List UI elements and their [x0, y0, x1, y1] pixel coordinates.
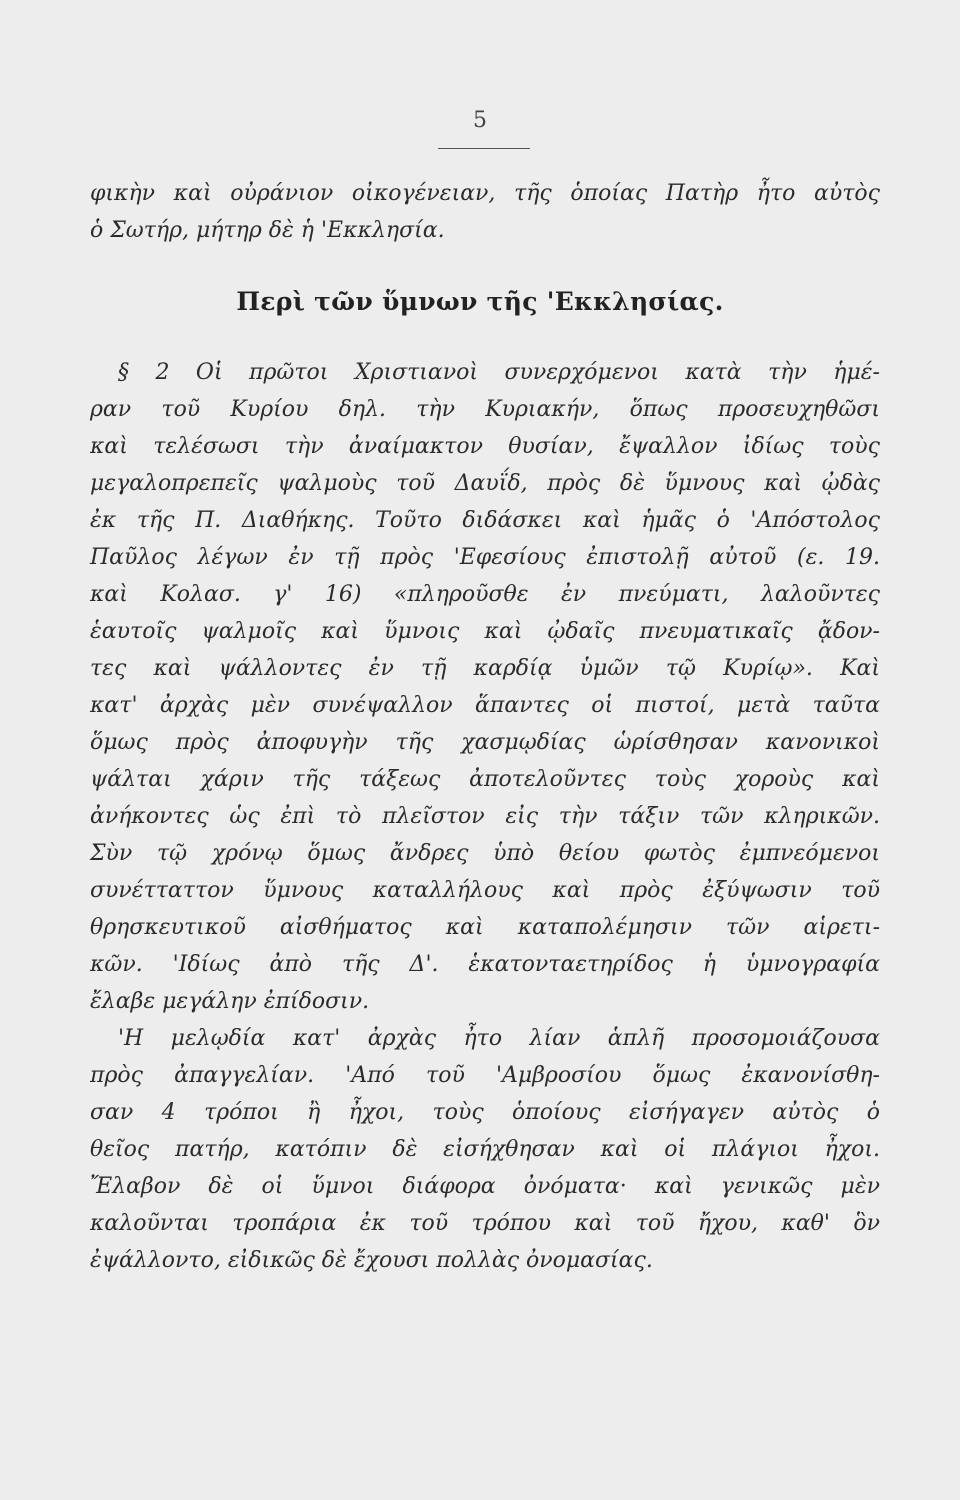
text-line: καὶ τελέσωσι τὴν ἀναίμακτον θυσίαν, ἔψαλλον ἰδίως τοὺς — [90, 434, 880, 459]
text-line: ἐψάλλοντο, εἰδικῶς δὲ ἔχουσι πολλὰς ὀνομασίας. — [90, 1248, 653, 1273]
text-line: Ἔλαβον δὲ οἱ ὕμνοι διάφορα ὀνόματα· καὶ γενικῶς μὲν — [90, 1174, 880, 1199]
text-line: ὁ Σωτήρ, μήτηρ δὲ ἡ 'Εκκλησία. — [90, 218, 445, 243]
page-number: 5 — [473, 108, 487, 133]
text-line: ἔλαβε μεγάλην ἐπίδοσιν. — [90, 989, 370, 1014]
text-line: καὶ Κολασ. γ' 16) «πληροῦσθε ἐν πνεύματι, λαλοῦντες — [90, 582, 880, 607]
header-rule — [438, 148, 530, 149]
text-line: ψάλται χάριν τῆς τάξεως ἀποτελοῦντες τοὺς χοροὺς καὶ — [90, 767, 880, 792]
text-line: ἑαυτοῖς ψαλμοῖς καὶ ὕμνοις καὶ ᾠδαῖς πνευματικαῖς ᾄδον- — [90, 619, 880, 644]
text-line: κῶν. 'Ιδίως ἀπὸ τῆς Δ'. ἑκατονταετηρίδος ἡ ὑμνογραφία — [90, 952, 880, 977]
text-line: πρὸς ἀπαγγελίαν. 'Από τοῦ 'Αμβροσίου ὅμως ἐκανονίσθη- — [90, 1063, 880, 1088]
text-line: καλοῦνται τροπάρια ἐκ τοῦ τρόπου καὶ τοῦ ἤχου, καθ' ὃν — [90, 1211, 880, 1236]
text-line: συνέτταττον ὕμνους καταλλήλους καὶ πρὸς ἐξύψωσιν τοῦ — [90, 878, 880, 903]
text-line: ραν τοῦ Κυρίου δηλ. τὴν Κυριακήν, ὅπως προσευχηθῶσι — [90, 397, 880, 422]
text-line: ἀνήκοντες ὡς ἐπὶ τὸ πλεῖστον εἰς τὴν τάξιν τῶν κληρικῶν. — [90, 804, 880, 829]
text-line: μεγαλοπρεπεῖς ψαλμοὺς τοῦ Δαυΐδ, πρὸς δὲ ὕμνους καὶ ᾠδὰς — [90, 471, 880, 496]
text-line: σαν 4 τρόποι ἢ ἦχοι, τοὺς ὁποίους εἰσήγαγεν αὐτὸς ὁ — [90, 1100, 880, 1125]
text-line: Σὺν τῷ χρόνῳ ὅμως ἄνδρες ὑπὸ θείου φωτὸς ἐμπνεόμενοι — [90, 841, 880, 866]
text-line: θρησκευτικοῦ αἰσθήματος καὶ καταπολέμησιν τῶν αἱρετι- — [90, 915, 880, 940]
text-line: φικὴν καὶ οὐράνιον οἰκογένειαν, τῆς ὁποίας Πατὴρ ἦτο αὐτὸς — [90, 181, 880, 206]
text-line: ὅμως πρὸς ἀποφυγὴν τῆς χασμῳδίας ὡρίσθησαν κανονικοὶ — [90, 730, 880, 755]
text-line: τες καὶ ψάλλοντες ἐν τῇ καρδίᾳ ὑμῶν τῷ Κυρίῳ». Καὶ — [90, 656, 880, 681]
section-heading: Περὶ τῶν ὕμνων τῆς 'Εκκλησίας. — [236, 287, 724, 316]
text-line: § 2 Οἱ πρῶτοι Χριστιανοὶ συνερχόμενοι κατὰ τὴν ἡμέ- — [118, 360, 880, 385]
text-line: ἐκ τῆς Π. Διαθήκης. Τοῦτο διδάσκει καὶ ἡμᾶς ὁ 'Απόστολος — [90, 508, 880, 533]
text-line: κατ' ἀρχὰς μὲν συνέψαλλον ἅπαντες οἱ πιστοί, μετὰ ταῦτα — [90, 693, 880, 718]
text-line: Παῦλος λέγων ἐν τῇ πρὸς 'Εφεσίους ἐπιστολῇ αὐτοῦ (ε. 19. — [90, 545, 880, 570]
text-line: 'Η μελῳδία κατ' ἀρχὰς ἦτο λίαν ἁπλῆ προσομοιάζουσα — [118, 1026, 880, 1051]
text-line: θεῖος πατήρ, κατόπιν δὲ εἰσήχθησαν καὶ οἱ πλάγιοι ἦχοι. — [90, 1137, 880, 1162]
